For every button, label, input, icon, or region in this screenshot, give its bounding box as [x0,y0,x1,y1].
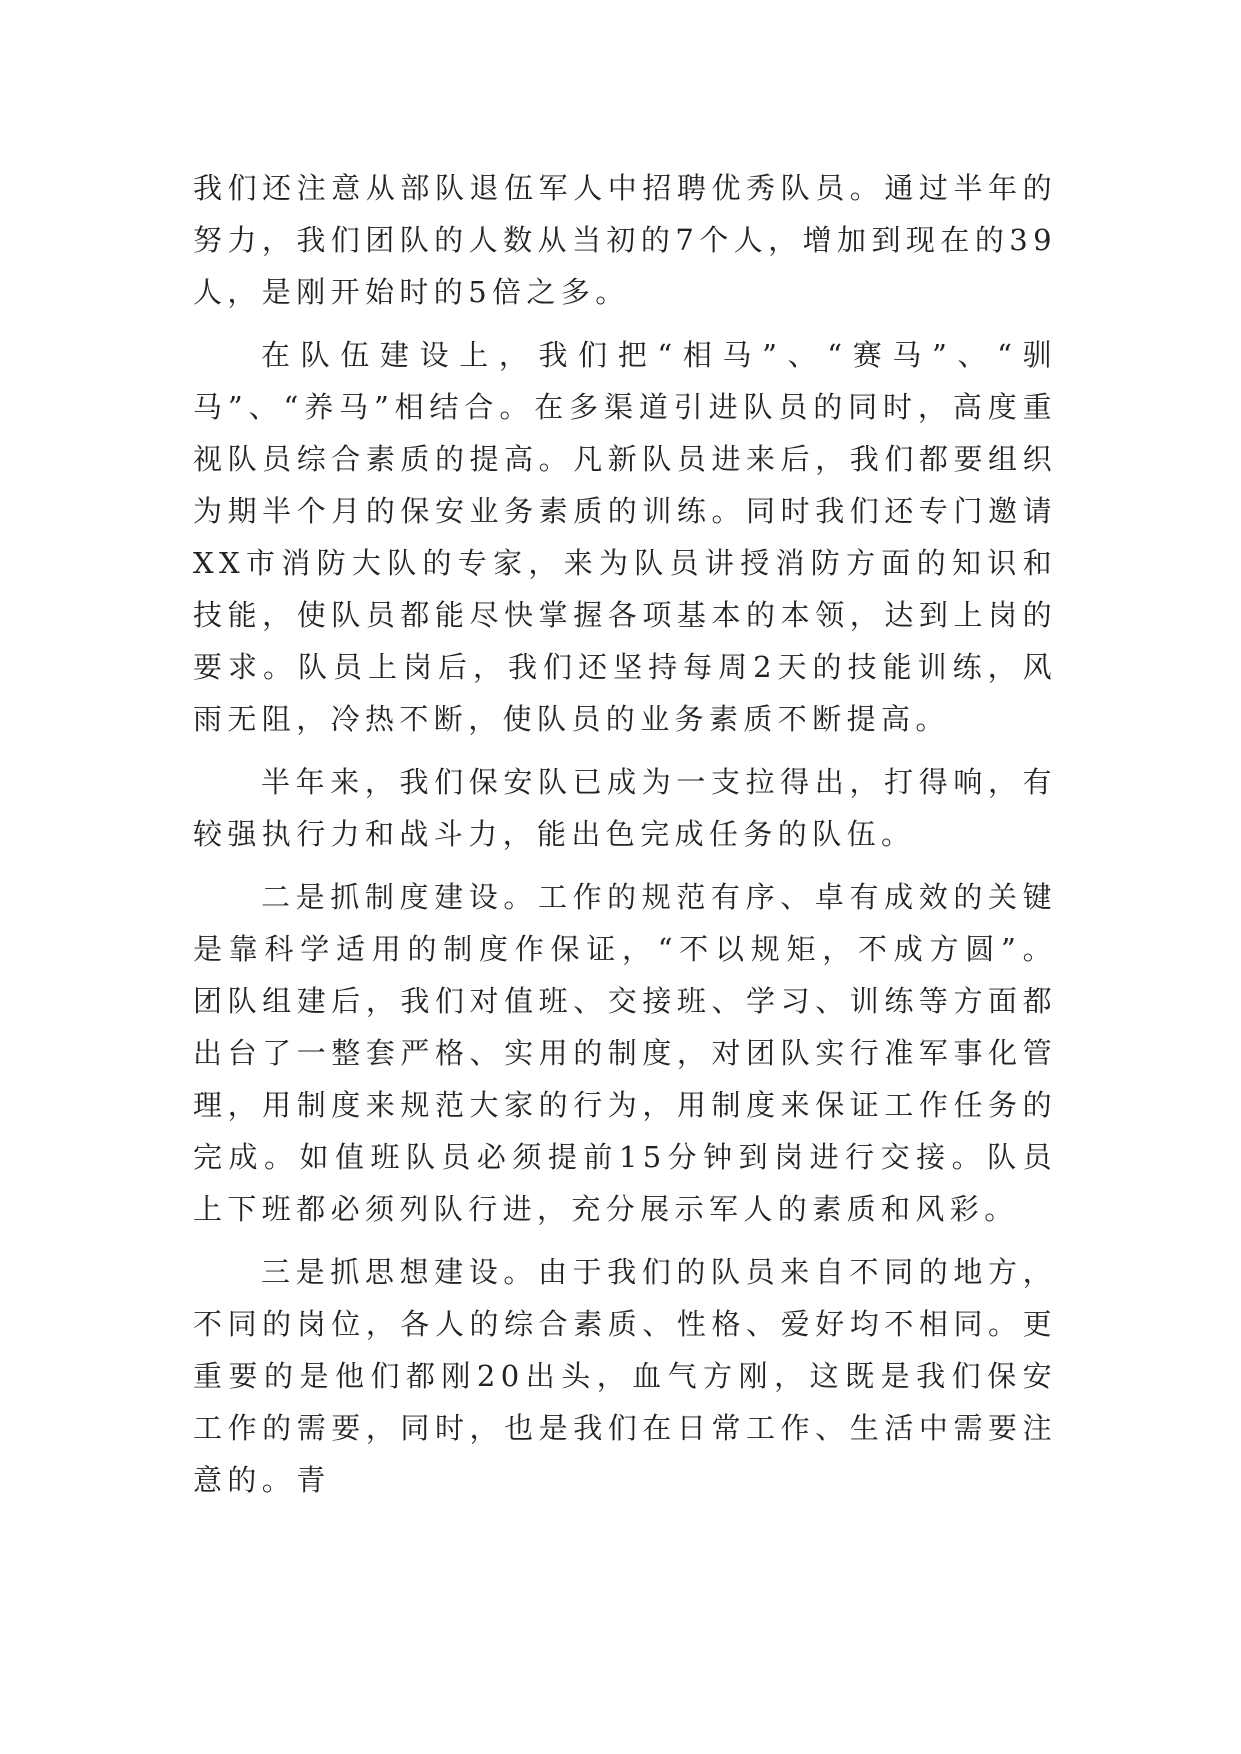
paragraph-1: 我们还注意从部队退伍军人中招聘优秀队员。通过半年的努力，我们团队的人数从当初的7个人，增加到现在的39人，是刚开始时的5倍之多。 [193,171,1057,309]
paragraph-3: 半年来，我们保安队已成为一支拉得出，打得响，有较强执行力和战斗力，能出色完成任务的队伍。 [193,765,1057,851]
paragraph-5: 三是抓思想建设。由于我们的队员来自不同的地方，不同的岗位，各人的综合素质、性格、爱好均不相同。更重要的是他们都刚20出头，血气方刚，这既是我们保安工作的需要，同时，也是我们在日常工作、生活中需要注意的。青 [193,1255,1057,1497]
document-body [193,162,1057,1506]
paragraph-4: 二是抓制度建设。工作的规范有序、卓有成效的关键是靠科学适用的制度作保证，“不以规矩，不成方圆”。团队组建后，我们对值班、交接班、学习、训练等方面都出台了一整套严格、实用的制度，对团队实行准军事化管理，用制度来规范大家的行为，用制度来保证工作任务的完成。如值班队员必须提前15分钟到岗进行交接。队员上下班都必须列队行进，充分展示军人的素质和风彩。 [193,880,1057,1226]
paragraph-2: 在队伍建设上，我们把“相马”、“赛马”、“驯马”、“养马”相结合。在多渠道引进队员的同时，高度重视队员综合素质的提高。凡新队员进来后，我们都要组织为期半个月的保安业务素质的训练。同时我们还专门邀请XX市消防大队的专家，来为队员讲授消防方面的知识和技能，使队员都能尽快掌握各项基本的本领，达到上岗的要求。队员上岗后，我们还坚持每周2天的技能训练，风雨无阻，冷热不断，使队员的业务素质不断提高。 [193,338,1057,736]
